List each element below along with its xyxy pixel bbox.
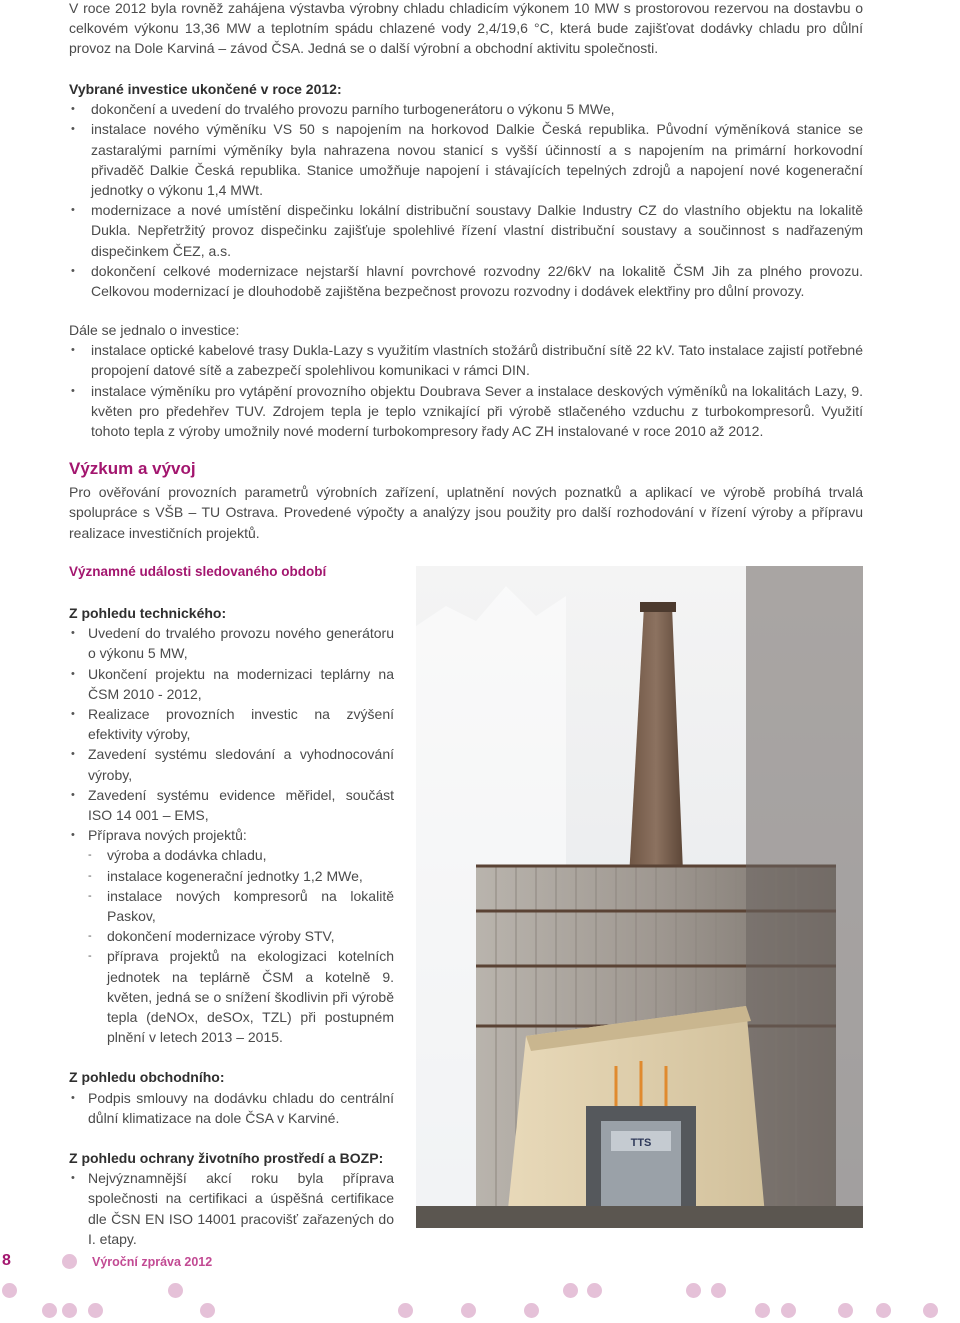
- completed-investments-heading: Vybrané investice ukončené v roce 2012:: [69, 81, 342, 97]
- sublist-item: - dokončení modernizace výroby STV,: [88, 926, 394, 946]
- completed-investments-list: [69, 99, 863, 301]
- decorative-dot: [398, 1303, 413, 1318]
- intro-paragraph: V roce 2012 byla rovněž zahájena výstavba výrobny chladu chladicím výkonem 10 MW s prostorovou rezervou na dostavbu o celkovém výkonu 13,36 MW a teplotním spádu chlazené vody 2,4/19,6 °C, která bude zajišťovat dodávky chladu pro důlní provoz na Dole Karviná – závod ČSA. Jedná se o další výrobní a obchodní aktivitu společnosti.: [69, 0, 863, 57]
- decorative-dot: [2, 1283, 17, 1298]
- power-plant-chimney-photo-icon: [416, 566, 863, 1228]
- sublist-item: - výroba a dodávka chladu,: [88, 845, 394, 865]
- decorative-dot: [711, 1283, 726, 1298]
- footer-title: Výroční zpráva 2012: [92, 1255, 213, 1269]
- other-investments-heading: Dále se jednalo o investice:: [69, 322, 240, 338]
- sublist-item: - instalace kogenerační jednotky 1,2 MWe,: [88, 866, 394, 886]
- business-list: [69, 1088, 394, 1128]
- other-investments-list: [69, 340, 863, 441]
- decorative-dot: [88, 1303, 103, 1318]
- research-text: Pro ověřování provozních parametrů výrobních zařízení, uplatnění nových poznatků a aplikací ve výrobě probíhá trvalá spolupráce s VŠB – TU Ostrava. Provedené výpočty a analýzy jsou použity pro další rozhodování v řízení výroby a přípravu realizace investičních projektů.: [69, 484, 863, 541]
- list-item: • Uvedení do trvalého provozu nového generátoru o výkonu 5 MW,: [69, 623, 394, 663]
- decorative-dot: [587, 1283, 602, 1298]
- other-investments-section: [69, 320, 863, 441]
- environment-list: [69, 1168, 394, 1249]
- list-item: • Ukončení projektu na modernizaci teplárny na ČSM 2010 - 2012,: [69, 664, 394, 704]
- decorative-dot: [838, 1303, 853, 1318]
- decorative-dot: [755, 1303, 770, 1318]
- decorative-dot: [781, 1303, 796, 1318]
- list-item: • instalace výměníku pro vytápění provozního objektu Doubrava Sever a instalace deskových výměníků na lokalitách Lazy, 9. květen pro předehřev TUV. Zdrojem tepla je teplo vznikající při výrobě stlačeného vzduchu z turbokompresorů. Využití tohoto tepla z výroby umožnily nové moderní turbokompresory řady AC ZH instalované v roce 2010 až 2012.: [69, 381, 863, 442]
- projects-label: Příprava nových projektů:: [88, 827, 247, 844]
- list-item: • dokončení celkové modernizace nejstarší hlavní povrchové rozvodny 22/6kV na lokalitě ČSM Jih za plného provozu. Celkovou modernizací je dlouhodobě zajištěna bezpečnost provozu rozvodny i dodávek elektřiny pro důlní provozy.: [69, 261, 863, 301]
- business-heading: Z pohledu obchodního:: [69, 1069, 225, 1086]
- list-item: • Nejvýznamnější akcí roku byla příprava společnosti na certifikaci a úspěšná certifikace dle ČSN EN ISO 14001 pracovišť zařazených do I. etapy.: [69, 1168, 394, 1249]
- list-item: [69, 825, 394, 1047]
- decorative-dot: [563, 1283, 578, 1298]
- sublist-item: - příprava projektů na ekologizaci kotelních jednotek na teplárně ČSM a kotelně 9. květen, jedná se o snížení škodlivin při výrobě tepla (deNOx, deSOx, TZL) při postupném plnění v letech 2013 – 2015.: [88, 946, 394, 1047]
- decorative-dot: [62, 1254, 77, 1269]
- decorative-dot: [62, 1303, 77, 1318]
- decorative-dot: [42, 1303, 57, 1318]
- decorative-dot: [524, 1303, 539, 1318]
- list-item: • instalace nového výměníku VS 50 s napojením na horkovod Dalkie Česká republika. Původní výměníková stanice se zastaralými parními výměníky byla nahrazena novou stanicí s vyšší účinností a s napojením na primární horkovodní přivaděč Dalkie Česká republika. Stanice umožňuje napojení i stávajících tepelných zdrojů a napojení nové kogenerační jednotky o výkonu 1,4 MWt.: [69, 119, 863, 200]
- list-item: • Podpis smlouvy na dodávku chladu do centrální důlní klimatizace na dole ČSA v Karviné.: [69, 1088, 394, 1128]
- technical-heading: Z pohledu technického:: [69, 605, 227, 621]
- technical-list: [69, 623, 394, 1047]
- page-number: 8: [2, 1252, 11, 1269]
- transformer-label: TTS: [630, 1137, 652, 1149]
- power-plant-photo: [416, 566, 863, 1228]
- projects-sublist: [88, 845, 394, 1047]
- decorative-dot: [876, 1303, 891, 1318]
- decorative-dot: [200, 1303, 215, 1318]
- events-title: Významné události sledovaného období: [69, 564, 327, 579]
- decorative-dot: [686, 1283, 701, 1298]
- decorative-dot: [168, 1283, 183, 1298]
- list-item: • dokončení a uvedení do trvalého provozu parního turbogenerátoru o výkonu 5 MWe,: [69, 99, 863, 119]
- events-column: [69, 603, 394, 1249]
- list-item: • Realizace provozních investic na zvýšení efektivity výroby,: [69, 704, 394, 744]
- list-item: • instalace optické kabelové trasy Dukla-Lazy s využitím vlastních stožárů distribuční sítě 22 kV. Tato instalace zajistí potřebné propojení datové sítě a zabezpečí spolehlivou komunikaci v rámci DIN.: [69, 340, 863, 380]
- sublist-item: - instalace nových kompresorů na lokalitě Paskov,: [88, 886, 394, 926]
- completed-investments-section: [69, 79, 863, 301]
- decorative-dot: [461, 1303, 476, 1318]
- environment-heading: Z pohledu ochrany životního prostředí a BOZP:: [69, 1150, 384, 1167]
- research-section: [69, 459, 863, 543]
- decorative-dot: [923, 1303, 938, 1318]
- research-title: Výzkum a vývoj: [69, 459, 196, 478]
- list-item: • Zavedení systému sledování a vyhodnocování výroby,: [69, 744, 394, 784]
- list-item: • modernizace a nové umístění dispečinku lokální distribuční soustavy Dalkie Industry CZ do vlastního objektu na lokalitě Dukla. Nepřetržitý provoz dispečinku zajišťuje spolehlivé řízení vlastní distribuční soustavy a součinnost s nadřazeným dispečinkem ČEZ, a.s.: [69, 200, 863, 261]
- list-item: • Zavedení systému evidence měřidel, součást ISO 14 001 – EMS,: [69, 785, 394, 825]
